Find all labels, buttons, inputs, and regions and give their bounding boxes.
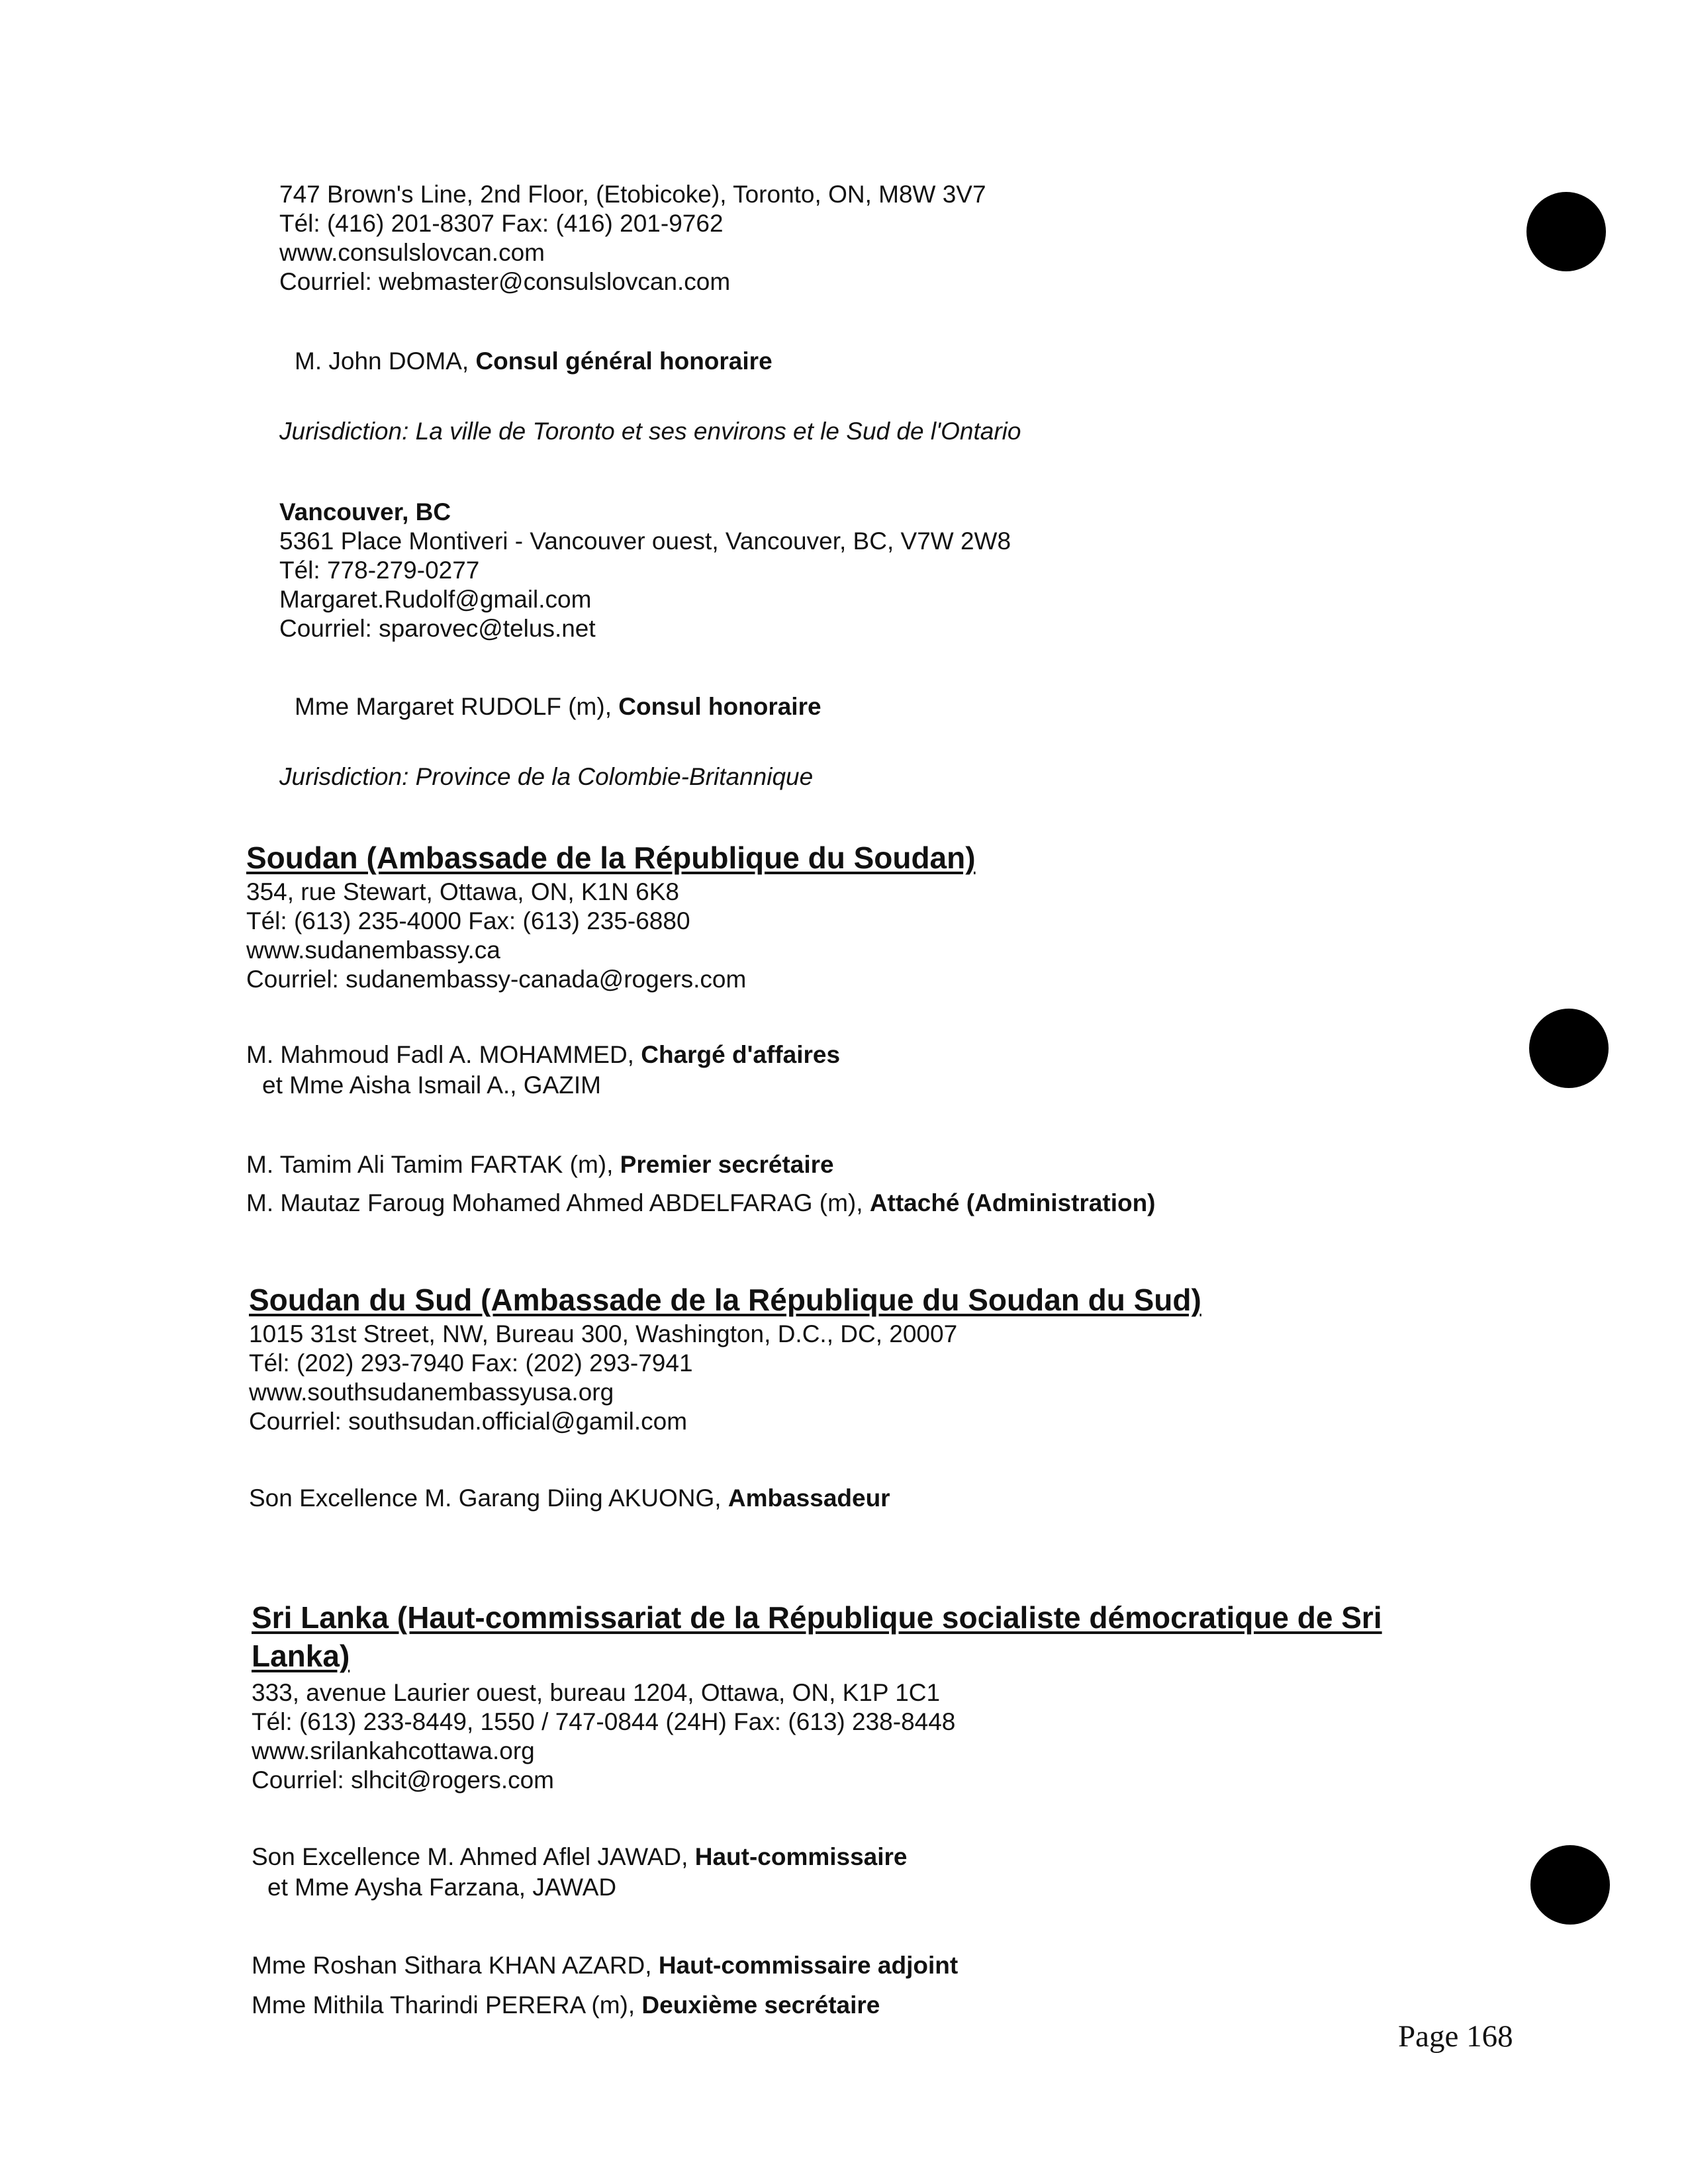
page-number: Page 168 xyxy=(1398,2019,1513,2054)
south-sudan-web: www.southsudanembassyusa.org xyxy=(249,1379,614,1406)
sri-lanka-address: 333, avenue Laurier ouest, bureau 1204, Ottawa, ON, K1P 1C1 xyxy=(252,1679,941,1706)
south-sudan-email: Courriel: southsudan.official@gamil.com xyxy=(249,1408,688,1435)
sudan-tel: Tél: (613) 235-4000 Fax: (613) 235-6880 xyxy=(246,907,690,934)
slovenia-tel: Tél: (416) 201-8307 Fax: (416) 201-9762 xyxy=(279,210,724,237)
punch-hole-bottom xyxy=(1530,1845,1610,1925)
person-title: Deuxième secrétaire xyxy=(641,1991,880,2019)
vancouver-jurisdiction xyxy=(279,762,813,792)
sudan-web: www.sudanembassy.ca xyxy=(246,936,500,964)
sudan-person-2 xyxy=(246,1150,834,1179)
slovenia-email: Courriel: webmaster@consulslovcan.com xyxy=(279,268,731,295)
sudan-spouse-1: et Mme Aisha Ismail A., GAZIM xyxy=(262,1071,601,1099)
slovenia-jurisdiction xyxy=(279,417,1021,446)
person-name: M. Mautaz Faroug Mohamed Ahmed ABDELFARAG (m), xyxy=(246,1189,870,1216)
south-sudan-heading: Soudan du Sud (Ambassade de la République du Soudan du Sud) xyxy=(249,1283,1201,1317)
sudan-heading: Soudan (Ambassade de la République du Soudan) xyxy=(246,841,976,875)
sri-lanka-heading-line2: Lanka) xyxy=(252,1639,350,1673)
person-title: Haut-commissaire xyxy=(694,1843,908,1870)
sri-lanka-tel: Tél: (613) 233-8449, 1550 / 747-0844 (24H) Fax: (613) 238-8448 xyxy=(252,1708,956,1735)
person-name: M. Mahmoud Fadl A. MOHAMMED, xyxy=(246,1041,641,1068)
person-name: Son Excellence M. Ahmed Aflel JAWAD, xyxy=(252,1843,695,1870)
sri-lanka-email: Courriel: slhcit@rogers.com xyxy=(252,1766,555,1794)
vancouver-tel: Tél: 778-279-0277 xyxy=(279,557,480,584)
person-title: Consul honoraire xyxy=(618,693,821,720)
sri-lanka-person-1 xyxy=(252,1843,908,1872)
person-name: Mme Mithila Tharindi PERERA (m), xyxy=(252,1991,642,2019)
person-name: Son Excellence M. Garang Diing AKUONG, xyxy=(249,1484,728,1512)
jurisdiction-label: Jurisdiction: xyxy=(279,763,409,790)
slovenia-web: www.consulslovcan.com xyxy=(279,239,545,266)
slovenia-person xyxy=(295,347,773,376)
south-sudan-person-1 xyxy=(249,1484,890,1513)
vancouver-person xyxy=(295,692,821,721)
punch-hole-middle xyxy=(1529,1009,1609,1088)
person-title: Attaché (Administration) xyxy=(869,1189,1156,1216)
vancouver-address: 5361 Place Montiveri - Vancouver ouest, Vancouver, BC, V7W 2W8 xyxy=(279,527,1011,555)
punch-hole-top xyxy=(1526,192,1606,271)
sri-lanka-web: www.srilankahcottawa.org xyxy=(252,1737,535,1764)
jurisdiction-label: Jurisdiction: xyxy=(279,418,409,445)
person-title: Ambassadeur xyxy=(727,1484,890,1512)
slovenia-address: 747 Brown's Line, 2nd Floor, (Etobicoke), Toronto, ON, M8W 3V7 xyxy=(279,181,986,208)
jurisdiction-text: Province de la Colombie-Britannique xyxy=(408,763,814,790)
jurisdiction-text: La ville de Toronto et ses environs et le Sud de l'Ontario xyxy=(408,418,1021,445)
sri-lanka-person-3 xyxy=(252,1991,880,2020)
person-title: Consul général honoraire xyxy=(475,347,773,375)
person-title: Chargé d'affaires xyxy=(641,1041,841,1068)
sri-lanka-person-2 xyxy=(252,1951,958,1980)
vancouver-email2: Courriel: sparovec@telus.net xyxy=(279,615,596,642)
sudan-person-1 xyxy=(246,1040,840,1069)
person-name: Mme Margaret RUDOLF (m), xyxy=(295,693,619,720)
person-name: M. John DOMA, xyxy=(295,347,476,375)
sudan-address: 354, rue Stewart, Ottawa, ON, K1N 6K8 xyxy=(246,878,679,905)
person-name: M. Tamim Ali Tamim FARTAK (m), xyxy=(246,1151,620,1178)
sudan-person-3 xyxy=(246,1189,1156,1218)
sri-lanka-heading-line1: Sri Lanka (Haut-commissariat de la République socialiste démocratique de Sri xyxy=(252,1600,1382,1635)
south-sudan-tel: Tél: (202) 293-7940 Fax: (202) 293-7941 xyxy=(249,1349,693,1377)
person-name: Mme Roshan Sithara KHAN AZARD, xyxy=(252,1952,659,1979)
person-title: Haut-commissaire adjoint xyxy=(658,1952,959,1979)
vancouver-email1: Margaret.Rudolf@gmail.com xyxy=(279,586,592,613)
sri-lanka-spouse-1: et Mme Aysha Farzana, JAWAD xyxy=(267,1874,617,1901)
sudan-email: Courriel: sudanembassy-canada@rogers.com xyxy=(246,966,747,993)
south-sudan-address: 1015 31st Street, NW, Bureau 300, Washington, D.C., DC, 20007 xyxy=(249,1320,958,1347)
vancouver-city: Vancouver, BC xyxy=(279,498,451,525)
person-title: Premier secrétaire xyxy=(620,1151,834,1178)
